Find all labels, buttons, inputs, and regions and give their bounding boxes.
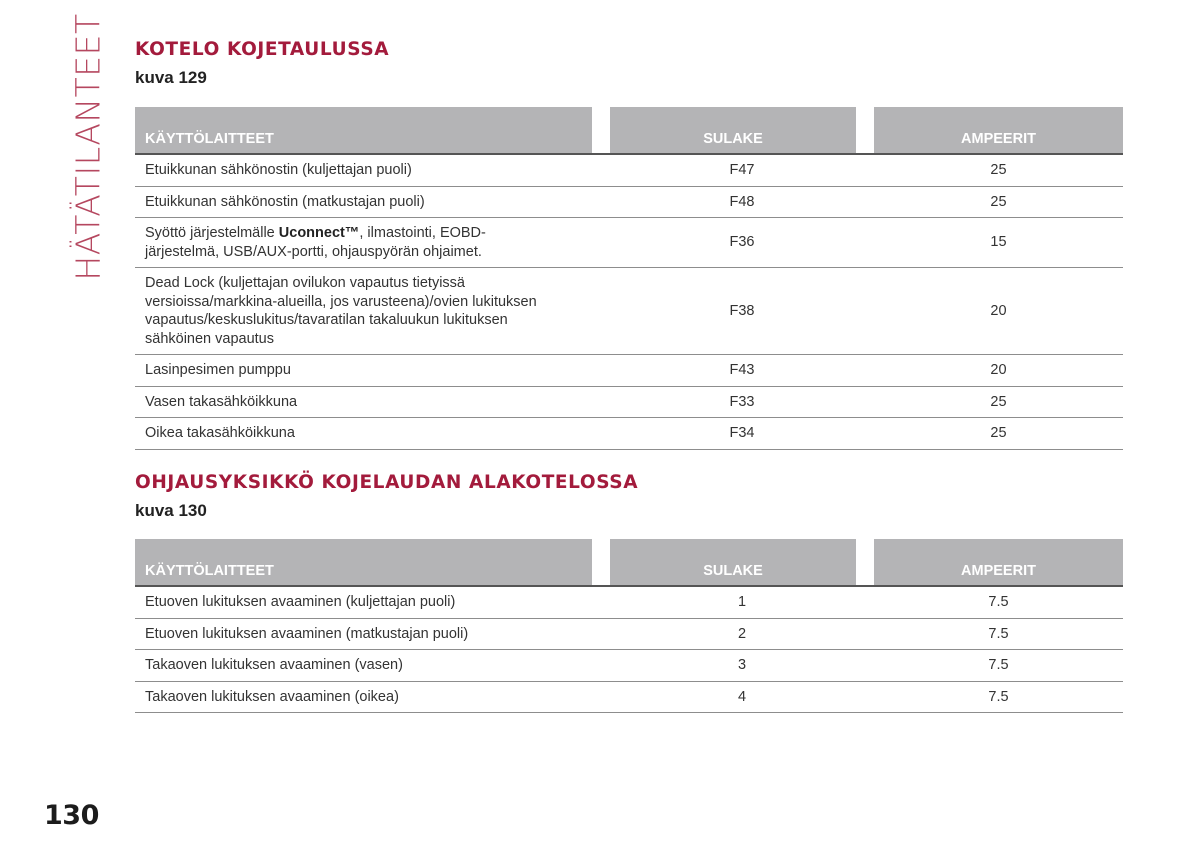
uconnect-trademark: Uconnect™ (278, 225, 360, 241)
fuse-cell: 4 (610, 681, 874, 713)
table-row (135, 618, 1123, 650)
section-title-lower-box: OHJAUSYKSIKKÖ KOJELAUDAN ALAKOTELOSSA (135, 472, 639, 493)
device-cell: Etuoven lukituksen avaaminen (matkustajan puoli) (135, 618, 610, 650)
header-gap (856, 539, 874, 586)
amps-cell: 7.5 (874, 586, 1123, 618)
device-cell: Vasen takasähköikkuna (135, 386, 610, 418)
amps-cell: 7.5 (874, 618, 1123, 650)
fuse-cell: F34 (610, 418, 874, 450)
table-row (135, 268, 1123, 355)
amps-cell: 15 (874, 218, 1123, 268)
fuse-cell: F38 (610, 268, 874, 355)
device-cell: Etuoven lukituksen avaaminen (kuljettajan puoli) (135, 586, 610, 618)
device-cell: Oikea takasähköikkuna (135, 418, 610, 450)
fuse-table-dashboard (135, 107, 1123, 450)
fuse-table-lower-box (135, 539, 1123, 713)
amps-cell: 25 (874, 154, 1123, 186)
chapter-side-title-text: HÄTÄTILANTEET (68, 12, 108, 281)
page-number: 130 (44, 800, 99, 831)
amps-cell: 25 (874, 186, 1123, 218)
device-cell: Lasinpesimen pumppu (135, 355, 610, 387)
section-title-dashboard-box: KOTELO KOJETAULUSSA (135, 39, 390, 60)
fuse-cell: F36 (610, 218, 874, 268)
device-cell (135, 218, 610, 268)
device-cell: Takaoven lukituksen avaaminen (oikea) (135, 681, 610, 713)
fuse-cell: 1 (610, 586, 874, 618)
table-row (135, 650, 1123, 682)
fuse-cell: 2 (610, 618, 874, 650)
device-cell: Etuikkunan sähkönostin (matkustajan puoli) (135, 186, 610, 218)
table-row (135, 418, 1123, 450)
amps-cell: 25 (874, 386, 1123, 418)
table-row (135, 586, 1123, 618)
figure-caption-129: kuva 129 (135, 68, 207, 87)
device-text-pre: Syöttö järjestelmälle (145, 225, 279, 241)
amps-cell: 25 (874, 418, 1123, 450)
column-header-fuse: SULAKE (610, 539, 856, 586)
amps-cell: 20 (874, 268, 1123, 355)
device-cell: Takaoven lukituksen avaaminen (vasen) (135, 650, 610, 682)
table-row (135, 355, 1123, 387)
column-header-amps: AMPEERIT (874, 107, 1123, 154)
table-row (135, 681, 1123, 713)
table-header-row (135, 539, 1123, 586)
amps-cell: 20 (874, 355, 1123, 387)
table-row (135, 386, 1123, 418)
device-cell: Etuikkunan sähkönostin (kuljettajan puoli) (135, 154, 610, 186)
header-gap (592, 539, 610, 586)
figure-caption-130: kuva 130 (135, 501, 207, 520)
fuse-cell: F43 (610, 355, 874, 387)
chapter-side-title (68, 12, 108, 281)
header-gap (856, 107, 874, 154)
column-header-devices: KÄYTTÖLAITTEET (135, 539, 592, 586)
amps-cell: 7.5 (874, 681, 1123, 713)
fuse-cell: F47 (610, 154, 874, 186)
device-cell: Dead Lock (kuljettajan ovilukon vapautus tietyissä versioissa/markkina-alueilla, jos varusteena)/ovien lukituksen vapautus/keskuslukitus/tavaratilan takaluukun lukituksen sähköinen vapautus (135, 268, 610, 355)
fuse-cell: F48 (610, 186, 874, 218)
column-header-fuse: SULAKE (610, 107, 856, 154)
column-header-amps: AMPEERIT (874, 539, 1123, 586)
table-header-row (135, 107, 1123, 154)
header-gap (592, 107, 610, 154)
fuse-cell: F33 (610, 386, 874, 418)
amps-cell: 7.5 (874, 650, 1123, 682)
table-row (135, 154, 1123, 186)
table-row (135, 218, 1123, 268)
table-row (135, 186, 1123, 218)
fuse-cell: 3 (610, 650, 874, 682)
column-header-devices: KÄYTTÖLAITTEET (135, 107, 592, 154)
device-text-post: , ilmastointi, EOBD-järjestelmä, USB/AUX-portti, ohjauspyörän ohjaimet. (145, 225, 486, 260)
